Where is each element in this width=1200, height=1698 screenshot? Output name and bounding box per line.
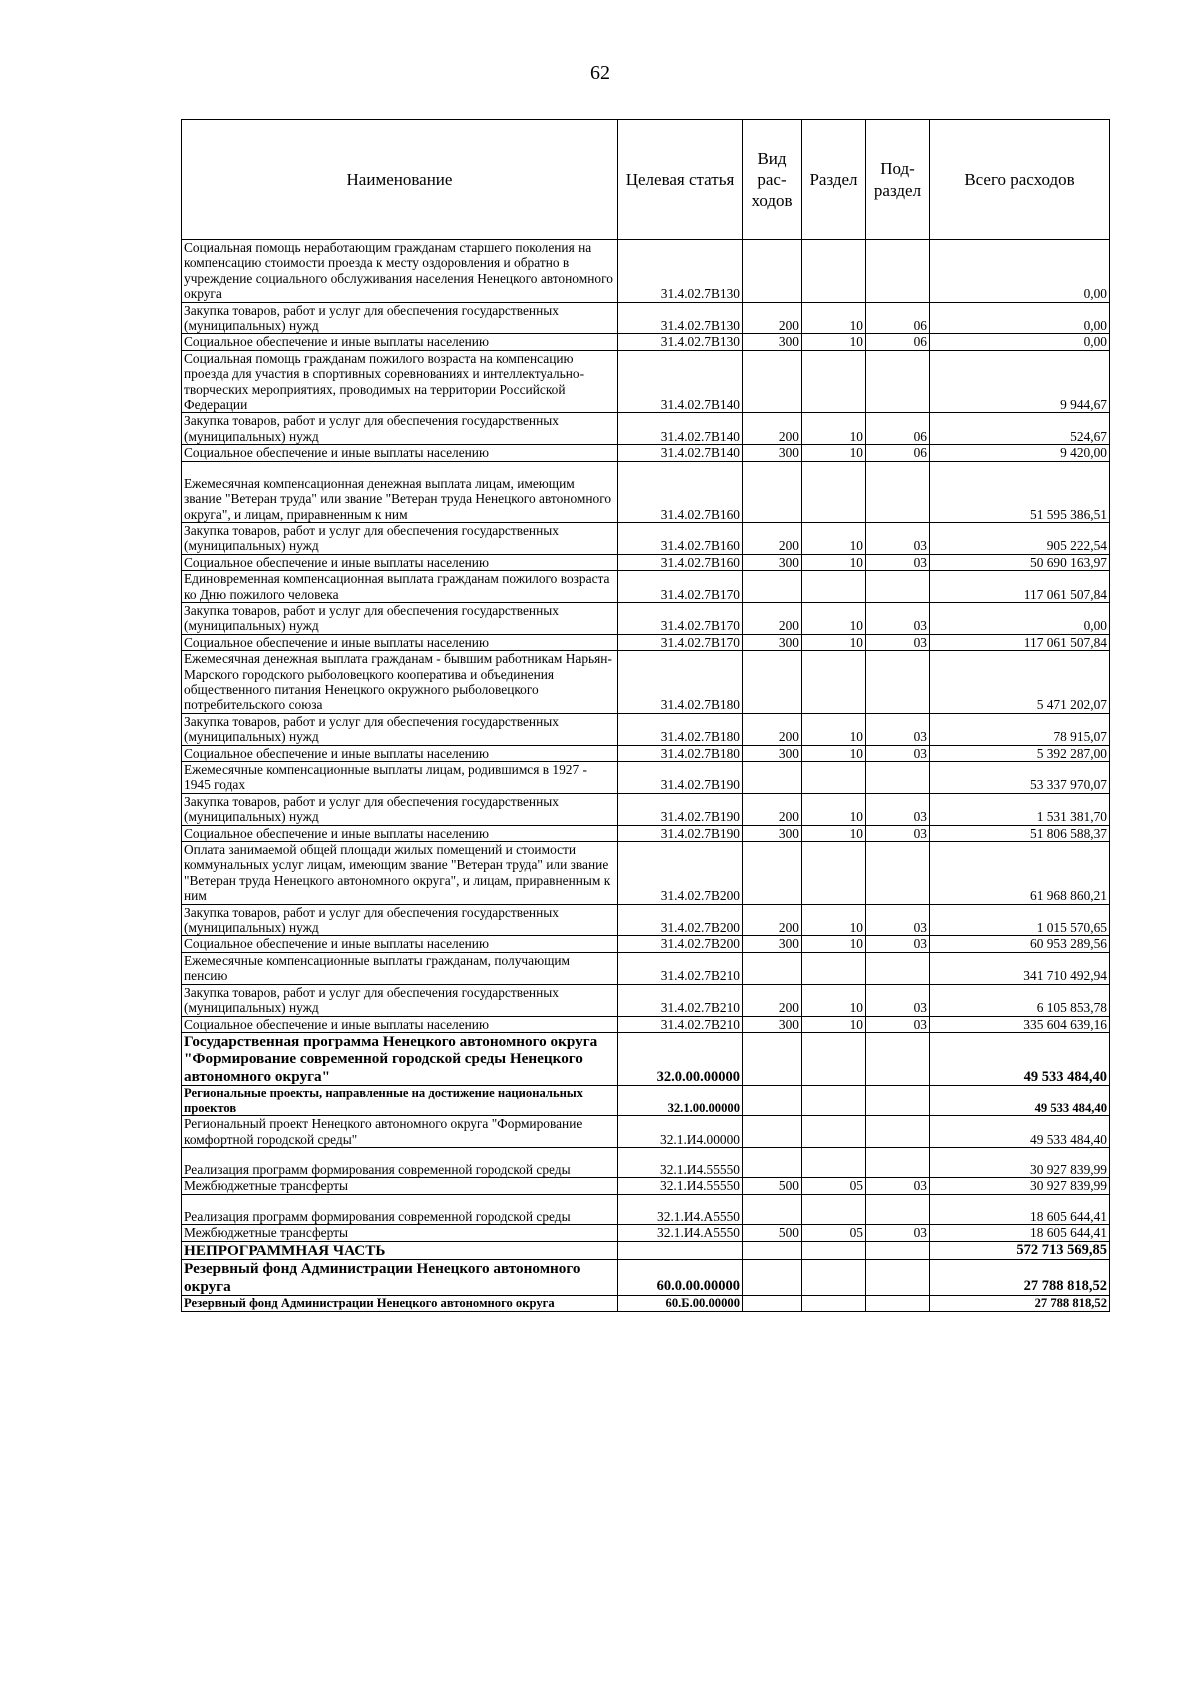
row-code-cell: 31.4.02.7В130: [618, 240, 743, 303]
table-body: [182, 240, 1110, 1312]
table-row: [182, 842, 1110, 905]
row-total-cell: 6 105 853,78: [930, 984, 1110, 1016]
row-section-cell: 10: [802, 745, 866, 761]
row-subsection-cell: 03: [866, 602, 930, 634]
row-code-cell: 31.4.02.7В190: [618, 762, 743, 794]
table-row: [182, 1178, 1110, 1194]
row-section-cell: 10: [802, 445, 866, 461]
row-total-cell: 1 531 381,70: [930, 793, 1110, 825]
row-subsection-cell: 03: [866, 634, 930, 650]
row-code-cell: 32.1.И4.00000: [618, 1116, 743, 1148]
row-section-cell: 10: [802, 522, 866, 554]
row-subsection-cell: [866, 651, 930, 714]
header-total: Всего расходов: [930, 120, 1110, 240]
row-name-cell: Социальное обеспечение и иные выплаты населению: [182, 634, 618, 650]
row-section-cell: [802, 350, 866, 413]
row-type-cell: 300: [743, 634, 802, 650]
row-total-cell: 905 222,54: [930, 522, 1110, 554]
row-subsection-cell: 06: [866, 413, 930, 445]
row-type-cell: [743, 1032, 802, 1085]
table-row: [182, 1016, 1110, 1032]
row-section-cell: 10: [802, 936, 866, 952]
row-subsection-cell: [866, 1032, 930, 1085]
row-total-cell: 53 337 970,07: [930, 762, 1110, 794]
row-subsection-cell: 03: [866, 1225, 930, 1241]
row-subsection-cell: 03: [866, 936, 930, 952]
table-row: [182, 522, 1110, 554]
row-code-cell: 31.4.02.7В190: [618, 793, 743, 825]
row-code-cell: 31.4.02.7В200: [618, 842, 743, 905]
row-name-cell: Региональные проекты, направленные на достижение национальных проектов: [182, 1086, 618, 1116]
row-code-cell: 31.4.02.7В180: [618, 745, 743, 761]
table-row: [182, 1194, 1110, 1224]
row-section-cell: 10: [802, 334, 866, 350]
row-name-cell: Социальная помощь гражданам пожилого возраста на компенсацию проезда для участия в спортивных соревнованиях и интеллектуально-творческих мероприятиях, проводимых на территории Российской Федерации: [182, 350, 618, 413]
row-total-cell: 60 953 289,56: [930, 936, 1110, 952]
table-row: [182, 602, 1110, 634]
row-subsection-cell: [866, 1296, 930, 1311]
row-section-cell: 10: [802, 793, 866, 825]
row-subsection-cell: [866, 1116, 930, 1148]
row-name-cell: Государственная программа Ненецкого автономного округа "Формирование современной городской среды Ненецкого автономного округа": [182, 1032, 618, 1085]
row-total-cell: 335 604 639,16: [930, 1016, 1110, 1032]
row-total-cell: 49 533 484,40: [930, 1032, 1110, 1085]
page-number: 62: [590, 62, 610, 84]
row-section-cell: 05: [802, 1225, 866, 1241]
row-total-cell: 1 015 570,65: [930, 904, 1110, 936]
row-total-cell: 341 710 492,94: [930, 952, 1110, 984]
row-code-cell: 31.4.02.7В140: [618, 350, 743, 413]
table-header-row: [182, 120, 1110, 240]
row-name-cell: Закупка товаров, работ и услуг для обеспечения государственных (муниципальных) нужд: [182, 793, 618, 825]
row-total-cell: 27 788 818,52: [930, 1260, 1110, 1296]
row-section-cell: [802, 461, 866, 522]
row-type-cell: 200: [743, 522, 802, 554]
row-total-cell: 51 806 588,37: [930, 825, 1110, 841]
row-total-cell: 49 533 484,40: [930, 1116, 1110, 1148]
row-code-cell: 32.1.И4.55550: [618, 1148, 743, 1178]
row-section-cell: [802, 1296, 866, 1311]
row-section-cell: [802, 1194, 866, 1224]
row-subsection-cell: [866, 1086, 930, 1116]
row-type-cell: [743, 1148, 802, 1178]
row-code-cell: 31.4.02.7В200: [618, 936, 743, 952]
row-code-cell: 32.0.00.00000: [618, 1032, 743, 1085]
table-row: [182, 1296, 1110, 1311]
row-type-cell: [743, 1241, 802, 1259]
row-total-cell: 50 690 163,97: [930, 554, 1110, 570]
row-type-cell: 200: [743, 713, 802, 745]
row-total-cell: 78 915,07: [930, 713, 1110, 745]
row-total-cell: 61 968 860,21: [930, 842, 1110, 905]
row-type-cell: [743, 240, 802, 303]
row-code-cell: 32.1.И4.55550: [618, 1178, 743, 1194]
table-row: [182, 1032, 1110, 1085]
row-section-cell: [802, 240, 866, 303]
row-subsection-cell: 03: [866, 522, 930, 554]
row-subsection-cell: [866, 350, 930, 413]
row-code-cell: 32.1.00.00000: [618, 1086, 743, 1116]
table-row: [182, 554, 1110, 570]
row-code-cell: [618, 1241, 743, 1259]
row-code-cell: 31.4.02.7В210: [618, 984, 743, 1016]
row-name-cell: Социальная помощь неработающим гражданам старшего поколения на компенсацию стоимости проезда к месту оздоровления и обратно в учреждение социального обслуживания населения Ненецкого автономного округа: [182, 240, 618, 303]
row-type-cell: 500: [743, 1178, 802, 1194]
table-row: [182, 350, 1110, 413]
row-section-cell: [802, 1241, 866, 1259]
row-code-cell: 31.4.02.7В170: [618, 571, 743, 603]
row-code-cell: 31.4.02.7В130: [618, 302, 743, 334]
row-type-cell: 200: [743, 793, 802, 825]
row-section-cell: 10: [802, 413, 866, 445]
row-section-cell: 10: [802, 302, 866, 334]
table-row: [182, 952, 1110, 984]
row-total-cell: 117 061 507,84: [930, 571, 1110, 603]
row-code-cell: 31.4.02.7В170: [618, 634, 743, 650]
row-total-cell: 5 392 287,00: [930, 745, 1110, 761]
row-code-cell: 31.4.02.7В160: [618, 522, 743, 554]
budget-table: [181, 119, 1110, 1312]
row-type-cell: 300: [743, 1016, 802, 1032]
header-type: Вид рас-ходов: [743, 120, 802, 240]
row-total-cell: 0,00: [930, 240, 1110, 303]
row-name-cell: Социальное обеспечение и иные выплаты населению: [182, 554, 618, 570]
row-subsection-cell: [866, 240, 930, 303]
header-subsection: Под-раздел: [866, 120, 930, 240]
table-row: [182, 1260, 1110, 1296]
table-row: [182, 445, 1110, 461]
row-total-cell: 27 788 818,52: [930, 1296, 1110, 1311]
table-row: [182, 904, 1110, 936]
row-name-cell: Межбюджетные трансферты: [182, 1225, 618, 1241]
row-name-cell: Ежемесячные компенсационные выплаты гражданам, получающим пенсию: [182, 952, 618, 984]
row-code-cell: 31.4.02.7В210: [618, 1016, 743, 1032]
row-section-cell: [802, 952, 866, 984]
table-row: [182, 571, 1110, 603]
table-row: [182, 240, 1110, 303]
row-type-cell: [743, 350, 802, 413]
row-name-cell: Закупка товаров, работ и услуг для обеспечения государственных (муниципальных) нужд: [182, 413, 618, 445]
row-total-cell: 51 595 386,51: [930, 461, 1110, 522]
row-total-cell: 30 927 839,99: [930, 1148, 1110, 1178]
row-type-cell: [743, 952, 802, 984]
row-total-cell: 0,00: [930, 302, 1110, 334]
row-type-cell: 200: [743, 904, 802, 936]
row-total-cell: 9 420,00: [930, 445, 1110, 461]
row-type-cell: [743, 1086, 802, 1116]
row-name-cell: Социальное обеспечение и иные выплаты населению: [182, 825, 618, 841]
table-row: [182, 334, 1110, 350]
table-row: [182, 651, 1110, 714]
row-section-cell: [802, 1032, 866, 1085]
row-code-cell: 31.4.02.7В160: [618, 461, 743, 522]
row-section-cell: 10: [802, 825, 866, 841]
row-type-cell: 200: [743, 413, 802, 445]
row-total-cell: 5 471 202,07: [930, 651, 1110, 714]
row-subsection-cell: [866, 1260, 930, 1296]
table-row: [182, 762, 1110, 794]
row-type-cell: 200: [743, 302, 802, 334]
row-subsection-cell: [866, 762, 930, 794]
row-name-cell: Закупка товаров, работ и услуг для обеспечения государственных (муниципальных) нужд: [182, 522, 618, 554]
row-total-cell: 9 944,67: [930, 350, 1110, 413]
row-type-cell: 200: [743, 602, 802, 634]
row-type-cell: 300: [743, 936, 802, 952]
row-subsection-cell: 03: [866, 554, 930, 570]
row-subsection-cell: 06: [866, 334, 930, 350]
row-name-cell: Закупка товаров, работ и услуг для обеспечения государственных (муниципальных) нужд: [182, 904, 618, 936]
row-code-cell: 31.4.02.7В130: [618, 334, 743, 350]
row-section-cell: [802, 1148, 866, 1178]
row-name-cell: Ежемесячная денежная выплата гражданам - бывшим работникам Нарьян-Марского городского рыболовецкого кооператива и объединения общественного питания Ненецкого окружного рыболовецкого потребительского союза: [182, 651, 618, 714]
row-total-cell: 572 713 569,85: [930, 1241, 1110, 1259]
row-total-cell: 30 927 839,99: [930, 1178, 1110, 1194]
row-subsection-cell: [866, 842, 930, 905]
table-row: [182, 1148, 1110, 1178]
row-name-cell: Ежемесячные компенсационные выплаты лицам, родившимся в 1927 - 1945 годах: [182, 762, 618, 794]
row-type-cell: 300: [743, 445, 802, 461]
row-section-cell: [802, 1260, 866, 1296]
row-subsection-cell: 03: [866, 1016, 930, 1032]
table-row: [182, 461, 1110, 522]
table-row: [182, 1116, 1110, 1148]
row-section-cell: [802, 842, 866, 905]
table-row: [182, 1086, 1110, 1116]
row-section-cell: 05: [802, 1178, 866, 1194]
table-row: [182, 793, 1110, 825]
row-section-cell: 10: [802, 984, 866, 1016]
row-type-cell: [743, 842, 802, 905]
row-name-cell: Ежемесячная компенсационная денежная выплата лицам, имеющим звание "Ветеран труда" или звание "Ветеран труда Ненецкого автономного округа", и лицам, приравненным к ним: [182, 461, 618, 522]
row-code-cell: 60.Б.00.00000: [618, 1296, 743, 1311]
row-total-cell: 0,00: [930, 602, 1110, 634]
row-code-cell: 31.4.02.7В190: [618, 825, 743, 841]
row-type-cell: [743, 571, 802, 603]
row-subsection-cell: [866, 1194, 930, 1224]
row-name-cell: Оплата занимаемой общей площади жилых помещений и стоимости коммунальных услуг лицам, имеющим звание "Ветеран труда" или звание "Ветеран труда Ненецкого автономного округа", и лицам, приравненным к ним: [182, 842, 618, 905]
row-subsection-cell: 03: [866, 984, 930, 1016]
row-section-cell: [802, 1116, 866, 1148]
row-section-cell: 10: [802, 713, 866, 745]
row-name-cell: Резервный фонд Администрации Ненецкого автономного округа: [182, 1296, 618, 1311]
row-type-cell: [743, 762, 802, 794]
header-code: Целевая статья: [618, 120, 743, 240]
row-subsection-cell: [866, 1148, 930, 1178]
row-type-cell: 500: [743, 1225, 802, 1241]
row-section-cell: [802, 651, 866, 714]
row-type-cell: [743, 651, 802, 714]
row-type-cell: 300: [743, 554, 802, 570]
row-name-cell: Социальное обеспечение и иные выплаты населению: [182, 334, 618, 350]
row-subsection-cell: 03: [866, 1178, 930, 1194]
table-row: [182, 1241, 1110, 1259]
row-name-cell: Закупка товаров, работ и услуг для обеспечения государственных (муниципальных) нужд: [182, 302, 618, 334]
row-code-cell: 31.4.02.7В210: [618, 952, 743, 984]
row-subsection-cell: 03: [866, 793, 930, 825]
row-section-cell: 10: [802, 634, 866, 650]
table-row: [182, 1225, 1110, 1241]
table-row: [182, 745, 1110, 761]
row-type-cell: [743, 1296, 802, 1311]
table-row: [182, 302, 1110, 334]
row-name-cell: Реализация программ формирования современной городской среды: [182, 1148, 618, 1178]
table-row: [182, 984, 1110, 1016]
row-code-cell: 31.4.02.7В180: [618, 713, 743, 745]
row-section-cell: [802, 1086, 866, 1116]
table-row: [182, 634, 1110, 650]
row-name-cell: Социальное обеспечение и иные выплаты населению: [182, 936, 618, 952]
header-section: Раздел: [802, 120, 866, 240]
row-subsection-cell: 03: [866, 745, 930, 761]
table-row: [182, 936, 1110, 952]
row-subsection-cell: 03: [866, 825, 930, 841]
row-subsection-cell: 06: [866, 302, 930, 334]
row-code-cell: 31.4.02.7В140: [618, 413, 743, 445]
row-name-cell: Социальное обеспечение и иные выплаты населению: [182, 745, 618, 761]
header-name: Наименование: [182, 120, 618, 240]
row-name-cell: Резервный фонд Администрации Ненецкого автономного округа: [182, 1260, 618, 1296]
row-subsection-cell: 03: [866, 713, 930, 745]
row-section-cell: [802, 571, 866, 603]
row-type-cell: [743, 1260, 802, 1296]
row-subsection-cell: 06: [866, 445, 930, 461]
row-name-cell: НЕПРОГРАММНАЯ ЧАСТЬ: [182, 1241, 618, 1259]
row-name-cell: Реализация программ формирования современной городской среды: [182, 1194, 618, 1224]
row-type-cell: [743, 1194, 802, 1224]
row-total-cell: 117 061 507,84: [930, 634, 1110, 650]
row-total-cell: 524,67: [930, 413, 1110, 445]
row-section-cell: 10: [802, 602, 866, 634]
row-name-cell: Социальное обеспечение и иные выплаты населению: [182, 445, 618, 461]
row-code-cell: 31.4.02.7В170: [618, 602, 743, 634]
row-section-cell: [802, 762, 866, 794]
row-code-cell: 31.4.02.7В180: [618, 651, 743, 714]
row-type-cell: [743, 1116, 802, 1148]
row-section-cell: 10: [802, 554, 866, 570]
row-subsection-cell: [866, 1241, 930, 1259]
row-code-cell: 31.4.02.7В200: [618, 904, 743, 936]
row-name-cell: Закупка товаров, работ и услуг для обеспечения государственных (муниципальных) нужд: [182, 713, 618, 745]
row-type-cell: [743, 461, 802, 522]
row-section-cell: 10: [802, 1016, 866, 1032]
row-type-cell: 300: [743, 745, 802, 761]
row-subsection-cell: [866, 461, 930, 522]
row-code-cell: 32.1.И4.А5550: [618, 1225, 743, 1241]
table-row: [182, 825, 1110, 841]
table-row: [182, 413, 1110, 445]
row-subsection-cell: 03: [866, 904, 930, 936]
row-total-cell: 49 533 484,40: [930, 1086, 1110, 1116]
row-name-cell: Закупка товаров, работ и услуг для обеспечения государственных (муниципальных) нужд: [182, 602, 618, 634]
row-name-cell: Межбюджетные трансферты: [182, 1178, 618, 1194]
row-name-cell: Социальное обеспечение и иные выплаты населению: [182, 1016, 618, 1032]
row-code-cell: 60.0.00.00000: [618, 1260, 743, 1296]
row-type-cell: 300: [743, 334, 802, 350]
row-code-cell: 32.1.И4.А5550: [618, 1194, 743, 1224]
row-name-cell: Региональный проект Ненецкого автономного округа "Формирование комфортной городской среды": [182, 1116, 618, 1148]
row-type-cell: 300: [743, 825, 802, 841]
row-type-cell: 200: [743, 984, 802, 1016]
row-section-cell: 10: [802, 904, 866, 936]
row-total-cell: 0,00: [930, 334, 1110, 350]
row-subsection-cell: [866, 952, 930, 984]
row-name-cell: Единовременная компенсационная выплата гражданам пожилого возраста ко Дню пожилого человека: [182, 571, 618, 603]
row-name-cell: Закупка товаров, работ и услуг для обеспечения государственных (муниципальных) нужд: [182, 984, 618, 1016]
row-total-cell: 18 605 644,41: [930, 1194, 1110, 1224]
row-code-cell: 31.4.02.7В140: [618, 445, 743, 461]
table-row: [182, 713, 1110, 745]
row-code-cell: 31.4.02.7В160: [618, 554, 743, 570]
row-total-cell: 18 605 644,41: [930, 1225, 1110, 1241]
row-subsection-cell: [866, 571, 930, 603]
